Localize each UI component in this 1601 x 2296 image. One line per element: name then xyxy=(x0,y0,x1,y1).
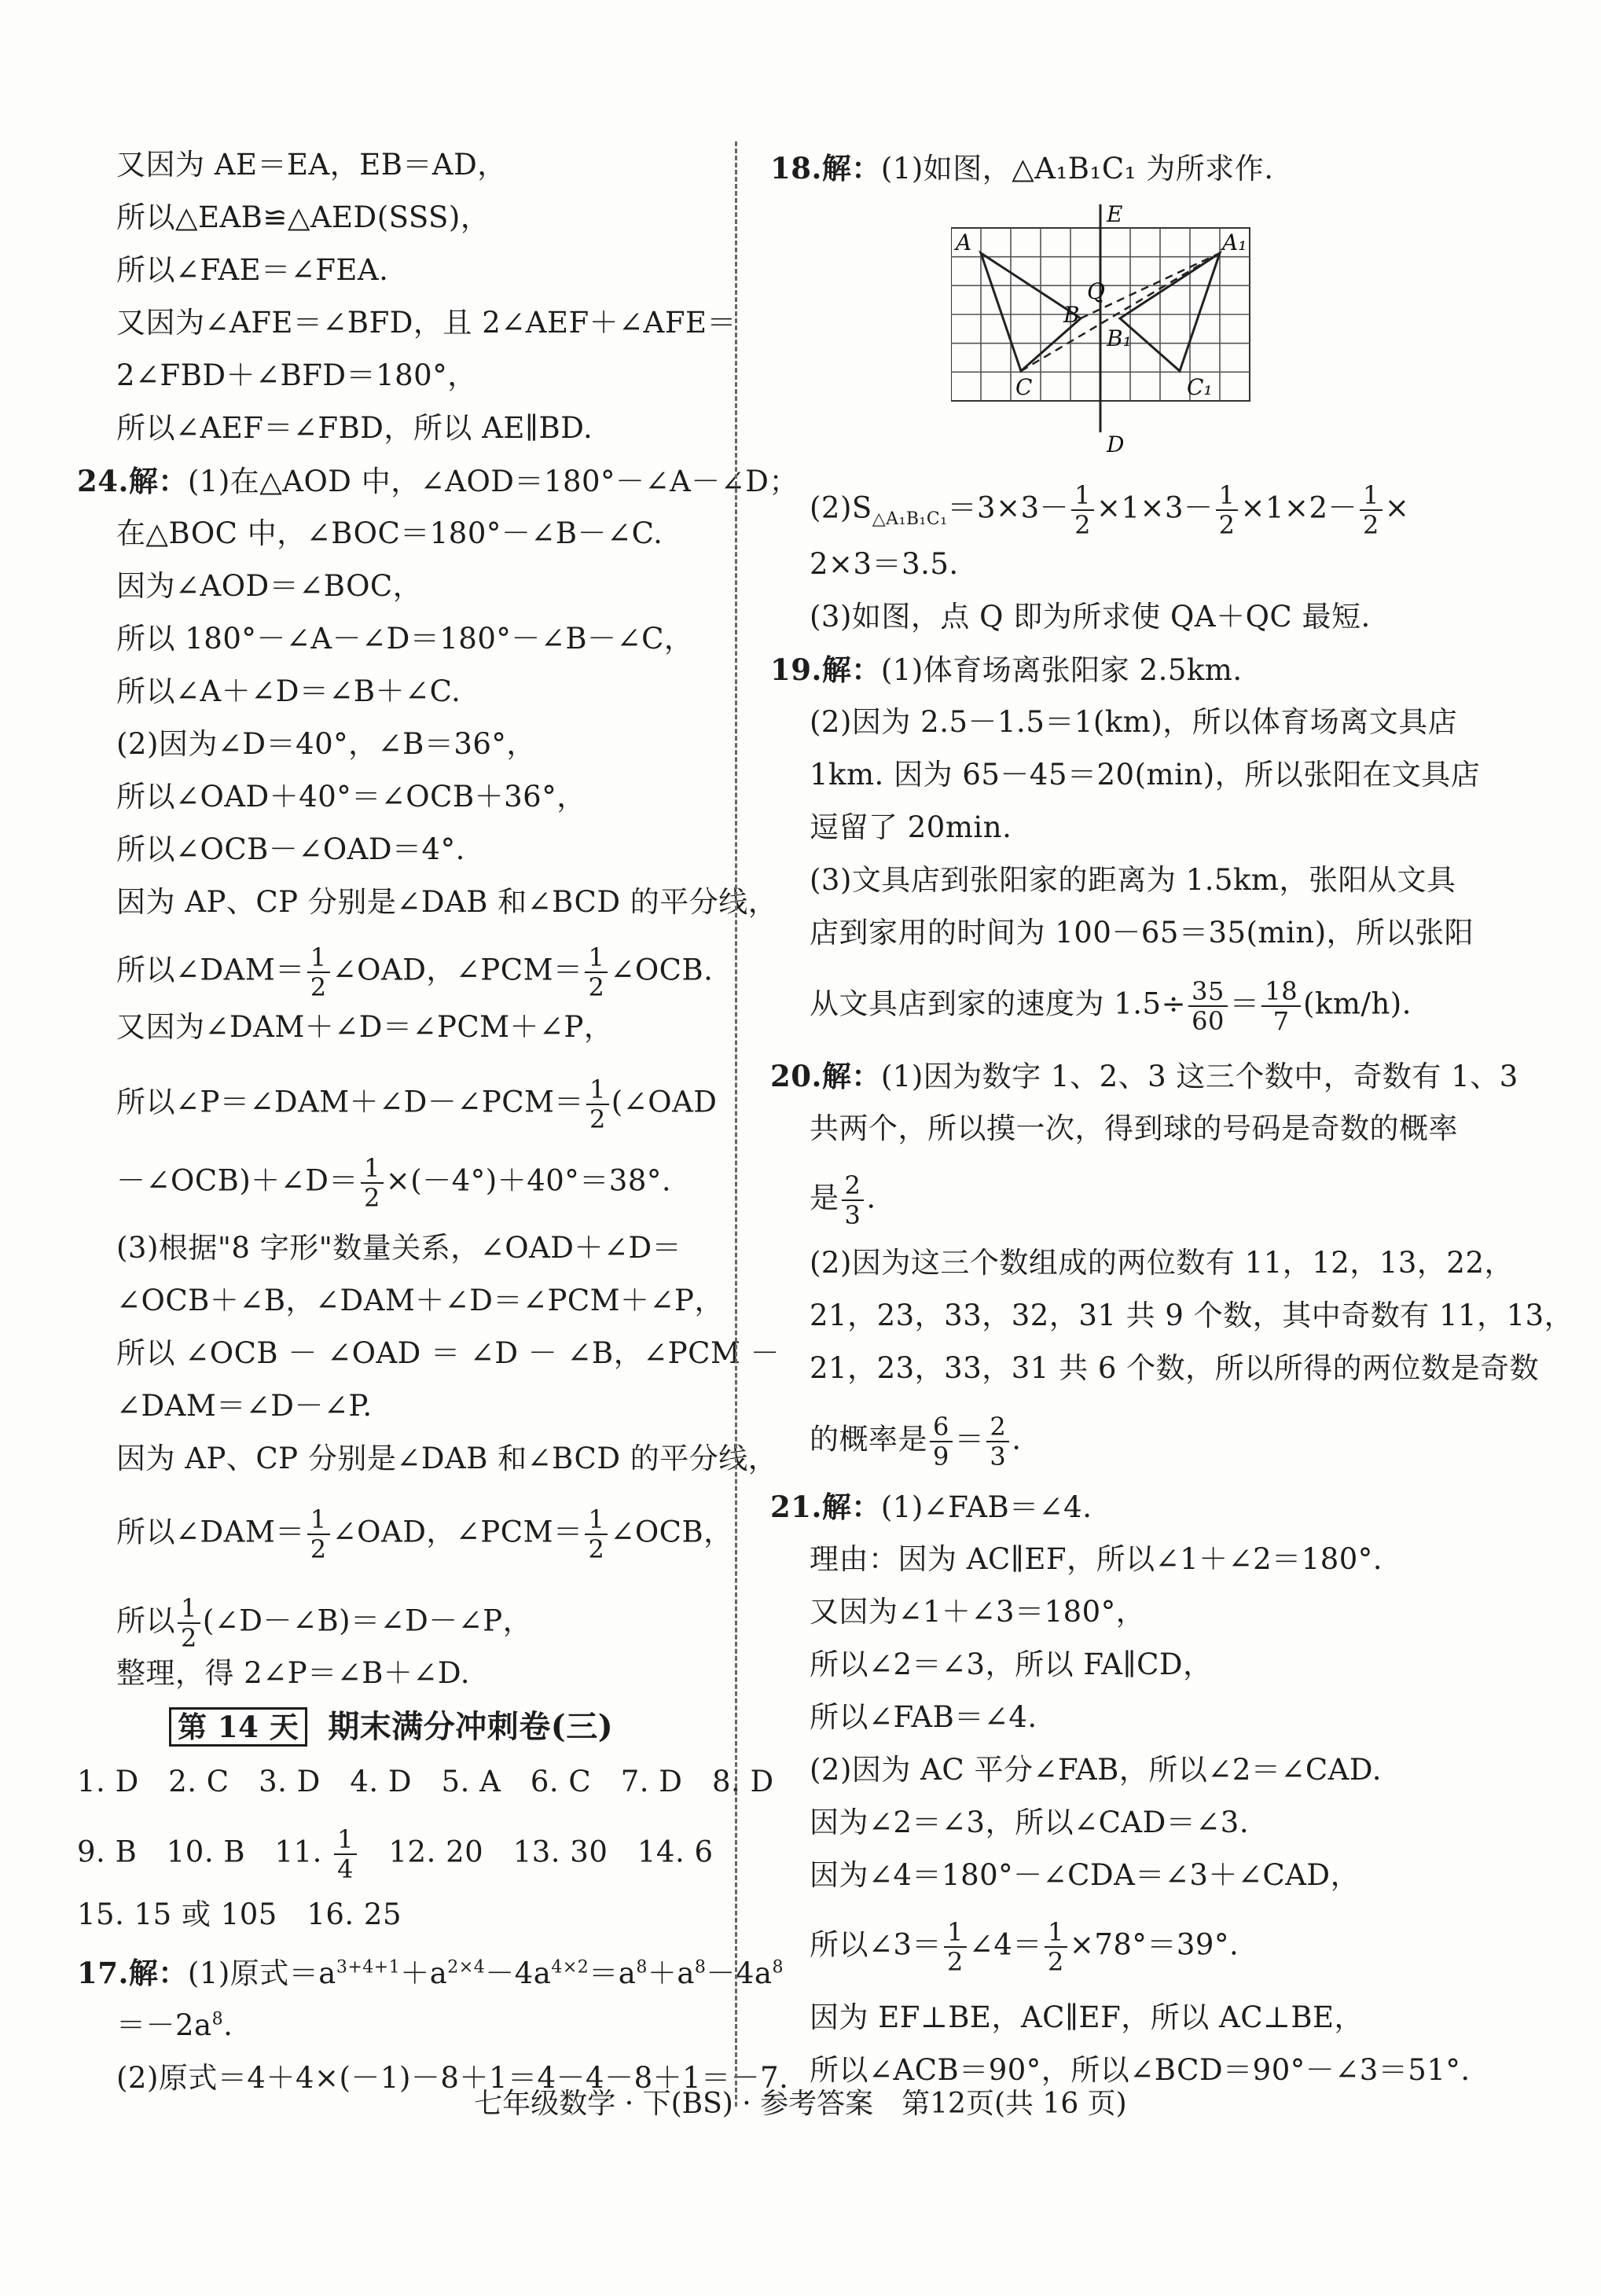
text-line: (2)因为这三个数组成的两位数有 11，12，13，22， xyxy=(810,1246,1514,1280)
text-span: ∠OCB. xyxy=(610,953,714,987)
text-span: ∠OCB， xyxy=(610,1515,733,1549)
text-line: ∠OCB＋∠B，∠DAM＋∠D＝∠PCM＋∠P， xyxy=(116,1284,724,1317)
text-span: 所以∠3＝ xyxy=(810,1927,942,1962)
text-span: ×78°＝39°. xyxy=(1069,1927,1239,1962)
text-span: ×(－4°)＋40°＝38°. xyxy=(385,1163,672,1198)
fraction xyxy=(361,1154,384,1212)
triangle-A1B1C1 xyxy=(1120,253,1220,371)
text-line: 又因为 AE＝EA，EB＝AD， xyxy=(116,148,507,182)
text-line: 所以∠FAE＝∠FEA. xyxy=(116,253,389,287)
column-divider xyxy=(735,141,737,2107)
fraction xyxy=(307,1505,330,1563)
fraction xyxy=(1360,481,1383,539)
text-line: 21，23，33，31 共 6 个数，所以所得的两位数是奇数 xyxy=(810,1351,1540,1385)
text-span: 从文具店到家的速度为 1.5÷ xyxy=(810,986,1187,1021)
denominator: 2 xyxy=(1363,510,1379,540)
question-number: 19. xyxy=(770,652,822,687)
text-span: ＝－2a xyxy=(116,2008,212,2042)
fraction xyxy=(944,1918,967,1976)
text-span: 所以∠DAM＝ xyxy=(116,953,305,987)
fraction xyxy=(334,1825,357,1883)
text-line xyxy=(810,1918,1239,1976)
text-span: ∠OAD，∠PCM＝ xyxy=(332,1515,583,1549)
text-line: 所以∠AEF＝∠FBD，所以 AE∥BD. xyxy=(116,411,593,445)
text-span: . xyxy=(1012,1422,1022,1457)
question-number: 24. xyxy=(77,464,129,498)
text-span: ＝ xyxy=(954,1422,985,1457)
text-line: 共两个，所以摸一次，得到球的号码是奇数的概率 xyxy=(810,1111,1458,1145)
question-21 xyxy=(770,1488,1092,1526)
numerator: 18 xyxy=(1261,977,1301,1007)
text-line xyxy=(116,2007,233,2044)
denominator: 2 xyxy=(589,1104,606,1134)
text-line: 因为 AP、CP 分别是∠DAB 和∠BCD 的平分线， xyxy=(116,885,778,919)
text-span: (2)S xyxy=(810,490,872,525)
question-20 xyxy=(770,1057,1518,1096)
text-line: (2)因为 2.5－1.5＝1(km)，所以体育场离文具店 xyxy=(810,705,1458,739)
text-span: ∠4＝ xyxy=(968,1927,1042,1962)
numerator: 1 xyxy=(307,1505,330,1535)
denominator: 3 xyxy=(990,1442,1007,1471)
fraction xyxy=(585,1505,608,1563)
text-line: 在△BOC 中，∠BOC＝180°－∠B－∠C. xyxy=(116,516,663,550)
text-line xyxy=(116,1075,717,1133)
question-19 xyxy=(770,651,1243,689)
fraction xyxy=(585,943,608,1001)
point-label-C: C xyxy=(1015,374,1033,400)
text-line: 2∠FBD＋∠BFD＝180°， xyxy=(116,358,477,392)
question-number: 18. xyxy=(770,151,822,186)
fraction xyxy=(1071,481,1094,539)
denominator: 2 xyxy=(947,1947,964,1977)
denominator: 2 xyxy=(588,1534,605,1564)
exponent: 8 xyxy=(211,2009,224,2030)
text-span: (1)如图，△A₁B₁C₁ 为所求作. xyxy=(880,152,1274,186)
denominator: 60 xyxy=(1192,1006,1225,1036)
denominator: 2 xyxy=(588,972,605,1002)
numerator: 1 xyxy=(1360,481,1383,511)
text-line: 所以△EAB≌△AED(SSS)， xyxy=(116,200,490,234)
text-span: (1)原式＝a xyxy=(187,1956,336,1990)
text-span: 的概率是 xyxy=(810,1422,927,1457)
fraction xyxy=(986,1412,1009,1471)
point-label-D: D xyxy=(1107,432,1125,456)
page-footer: 七年级数学 · 下(BS) · 参考答案 第12页(共 16 页) xyxy=(474,2088,1127,2120)
text-line: (3)文具店到张阳家的距离为 1.5km，张阳从文具 xyxy=(810,863,1456,897)
numerator: 2 xyxy=(986,1412,1009,1442)
text-span: －4a xyxy=(485,1956,552,1990)
text-line: 因为∠AOD＝∠BOC， xyxy=(116,569,423,603)
text-line: 21，23，33，32，31 共 9 个数，其中奇数有 11，13， xyxy=(810,1299,1574,1332)
text-span: ＋a xyxy=(400,1956,448,1990)
text-span: 所以∠P＝∠DAM＋∠D－∠PCM＝ xyxy=(116,1085,584,1119)
text-line: 所以 ∠OCB － ∠OAD ＝ ∠D － ∠B，∠PCM － xyxy=(116,1336,780,1370)
text-line: 所以∠A＋∠D＝∠B＋∠C. xyxy=(116,674,461,708)
text-span: 是 xyxy=(810,1181,839,1215)
fill-answers xyxy=(77,1825,714,1883)
text-span: 所以 xyxy=(116,1604,175,1638)
grid-diagram xyxy=(951,197,1281,456)
point-label-B: B xyxy=(1063,302,1080,328)
text-line: 所以 180°－∠A－∠D＝180°－∠B－∠C， xyxy=(116,622,694,656)
text-span: 所以∠DAM＝ xyxy=(116,1515,305,1549)
fraction xyxy=(586,1075,609,1133)
text-line: 因为 EF⊥BE，AC∥EF，所以 AC⊥BE， xyxy=(810,2000,1364,2034)
exponent: 8 xyxy=(694,1957,707,1978)
numerator: 1 xyxy=(1216,481,1239,511)
text-line: 逗留了 20min. xyxy=(810,810,1012,844)
denominator: 2 xyxy=(181,1623,197,1653)
text-line: 因为 AP、CP 分别是∠DAB 和∠BCD 的平分线， xyxy=(116,1442,778,1475)
solution-label: 解： xyxy=(821,151,881,186)
fraction xyxy=(1261,977,1301,1035)
text-line xyxy=(810,481,1409,539)
text-line: 又因为∠AFE＝∠BFD，且 2∠AEF＋∠AFE＝ xyxy=(116,306,737,340)
fraction xyxy=(842,1171,865,1229)
fraction xyxy=(930,1412,953,1471)
denominator: 3 xyxy=(844,1200,861,1230)
numerator: 1 xyxy=(307,943,330,973)
text-line: 理由：因为 AC∥EF，所以∠1＋∠2＝180°. xyxy=(810,1542,1383,1576)
text-span: ×1×3－ xyxy=(1096,490,1214,525)
text-line xyxy=(810,1171,876,1229)
denominator: 2 xyxy=(1074,510,1091,540)
denominator: 9 xyxy=(933,1442,949,1471)
text-line: ∠DAM＝∠D－∠P. xyxy=(116,1389,373,1423)
text-line: (2)因为∠D＝40°，∠B＝36°， xyxy=(116,727,536,761)
numerator: 6 xyxy=(930,1412,953,1442)
exponent: 8 xyxy=(636,1957,648,1978)
text-span: －4a xyxy=(706,1956,773,1990)
question-24 xyxy=(77,462,799,501)
denominator: 4 xyxy=(337,1854,354,1884)
text-line: 2×3＝3.5. xyxy=(810,547,959,581)
text-line: 所以∠ACB＝90°，所以∠BCD＝90°－∠3＝51°. xyxy=(810,2053,1471,2087)
text-line: 因为∠4＝180°－∠CDA＝∠3＋∠CAD， xyxy=(810,1858,1360,1892)
point-label-E: E xyxy=(1107,201,1123,227)
question-18 xyxy=(770,149,1273,188)
text-span: (∠D－∠B)＝∠D－∠P， xyxy=(202,1604,533,1638)
fill-answers: 15. 15 或 105 16. 25 xyxy=(77,1897,402,1931)
text-line: 又因为∠1＋∠3＝180°， xyxy=(810,1595,1146,1629)
text-span: ＝a xyxy=(589,1956,637,1990)
text-line: 1km. 因为 65－45＝20(min)，所以张阳在文具店 xyxy=(810,758,1481,792)
numerator: 1 xyxy=(178,1594,200,1624)
text-line xyxy=(116,1154,671,1212)
text-span: ×1×2－ xyxy=(1240,490,1358,525)
denominator: 2 xyxy=(1047,1947,1064,1977)
point-label-C1: C₁ xyxy=(1187,374,1213,400)
text-line xyxy=(810,1412,1021,1471)
text-span: (∠OAD xyxy=(611,1085,718,1119)
text-span: × xyxy=(1384,490,1410,525)
point-label-B1: B₁ xyxy=(1107,325,1132,351)
subscript: △A₁B₁C₁ xyxy=(872,509,948,529)
text-span: (1)因为数字 1、2、3 这三个数中，奇数有 1、3 xyxy=(880,1060,1518,1093)
text-line xyxy=(810,977,1412,1035)
text-line: (3)根据"8 字形"数量关系，∠OAD＋∠D＝ xyxy=(116,1231,682,1265)
text-line xyxy=(116,943,713,1001)
exponent: 4×2 xyxy=(551,1957,589,1978)
numerator: 1 xyxy=(944,1918,967,1948)
numerator: 1 xyxy=(1071,481,1094,511)
question-number: 20. xyxy=(770,1059,822,1093)
text-span: 9. B 10. B 11. xyxy=(77,1835,332,1869)
fraction xyxy=(307,943,330,1001)
solution-label: 解： xyxy=(821,1490,881,1524)
day-title: 期末满分冲刺卷(三) xyxy=(328,1708,614,1745)
denominator: 2 xyxy=(1218,510,1236,540)
text-line: 又因为∠DAM＋∠D＝∠PCM＋∠P， xyxy=(116,1010,614,1044)
solution-label: 解： xyxy=(128,464,188,498)
text-line: (3)如图，点 Q 即为所求使 QA＋QC 最短. xyxy=(810,600,1371,634)
point-label-A: A xyxy=(956,230,972,255)
numerator: 35 xyxy=(1188,977,1228,1007)
text-span: ∠OAD，∠PCM＝ xyxy=(332,953,583,987)
text-span: . xyxy=(223,2008,233,2042)
text-span: ＝ xyxy=(1229,986,1260,1021)
numerator: 1 xyxy=(586,1075,609,1105)
text-span: (1)∠FAB＝∠4. xyxy=(880,1490,1092,1524)
text-line xyxy=(116,1594,532,1652)
point-label-A1: A₁ xyxy=(1222,230,1247,255)
day-tag: 第 14 天 xyxy=(169,1707,307,1747)
fraction xyxy=(1188,977,1228,1035)
solution-label: 解： xyxy=(128,1956,188,1990)
text-line xyxy=(116,1505,733,1563)
text-line: 所以∠2＝∠3，所以 FA∥CD， xyxy=(810,1648,1213,1681)
text-span: . xyxy=(866,1181,876,1215)
text-line: 所以∠OAD＋40°＝∠OCB＋36°， xyxy=(116,780,586,814)
fraction xyxy=(178,1594,200,1652)
text-span: ＝3×3－ xyxy=(947,490,1070,525)
question-17 xyxy=(77,1954,784,1993)
exponent: 2×4 xyxy=(447,1957,486,1978)
grid-figure xyxy=(951,197,1281,459)
denominator: 7 xyxy=(1272,1006,1290,1036)
choice-answers: 1. D 2. C 3. D 4. D 5. A 6. C 7. D 8. D xyxy=(77,1765,774,1798)
text-span: －∠OCB)＋∠D＝ xyxy=(116,1163,358,1198)
numerator: 1 xyxy=(334,1825,357,1855)
numerator: 1 xyxy=(585,943,608,973)
fraction xyxy=(1216,481,1239,539)
fraction xyxy=(1045,1918,1067,1976)
exponent: 8 xyxy=(772,1957,784,1978)
text-span: ＋a xyxy=(647,1956,695,1990)
text-span: (km/h). xyxy=(1303,986,1412,1021)
denominator: 2 xyxy=(310,972,327,1002)
text-line: 所以∠OCB－∠OAD＝4°. xyxy=(116,832,465,866)
solution-label: 解： xyxy=(821,1059,881,1093)
text-line: (1)在△AOD 中，∠AOD＝180°－∠A－∠D； xyxy=(187,465,799,498)
numerator: 1 xyxy=(1045,1918,1067,1948)
numerator: 1 xyxy=(585,1505,608,1535)
text-line: 所以∠FAB＝∠4. xyxy=(810,1700,1037,1734)
numerator: 2 xyxy=(842,1171,865,1201)
text-span: (1)体育场离张阳家 2.5km. xyxy=(880,653,1243,687)
text-line: 店到家用的时间为 100－65＝35(min)，所以张阳 xyxy=(810,916,1474,950)
text-line: (2)原式＝4＋4×(－1)－8＋1＝4－4－8＋1＝－7. xyxy=(116,2061,789,2095)
numerator: 1 xyxy=(361,1154,384,1184)
exponent: 3+4+1 xyxy=(336,1957,401,1978)
denominator: 2 xyxy=(310,1534,327,1564)
section-heading xyxy=(169,1707,613,1747)
text-line: 因为∠2＝∠3，所以∠CAD＝∠3. xyxy=(810,1806,1250,1839)
solution-label: 解： xyxy=(821,652,881,687)
text-line: 整理，得 2∠P＝∠B＋∠D. xyxy=(116,1656,471,1690)
text-span: 12. 20 13. 30 14. 6 xyxy=(359,1835,714,1869)
text-line: (2)因为 AC 平分∠FAB，所以∠2＝∠CAD. xyxy=(810,1753,1383,1787)
question-number: 17. xyxy=(77,1956,129,1990)
denominator: 2 xyxy=(363,1183,380,1213)
question-number: 21. xyxy=(770,1490,822,1524)
point-label-Q: Q xyxy=(1087,278,1105,304)
